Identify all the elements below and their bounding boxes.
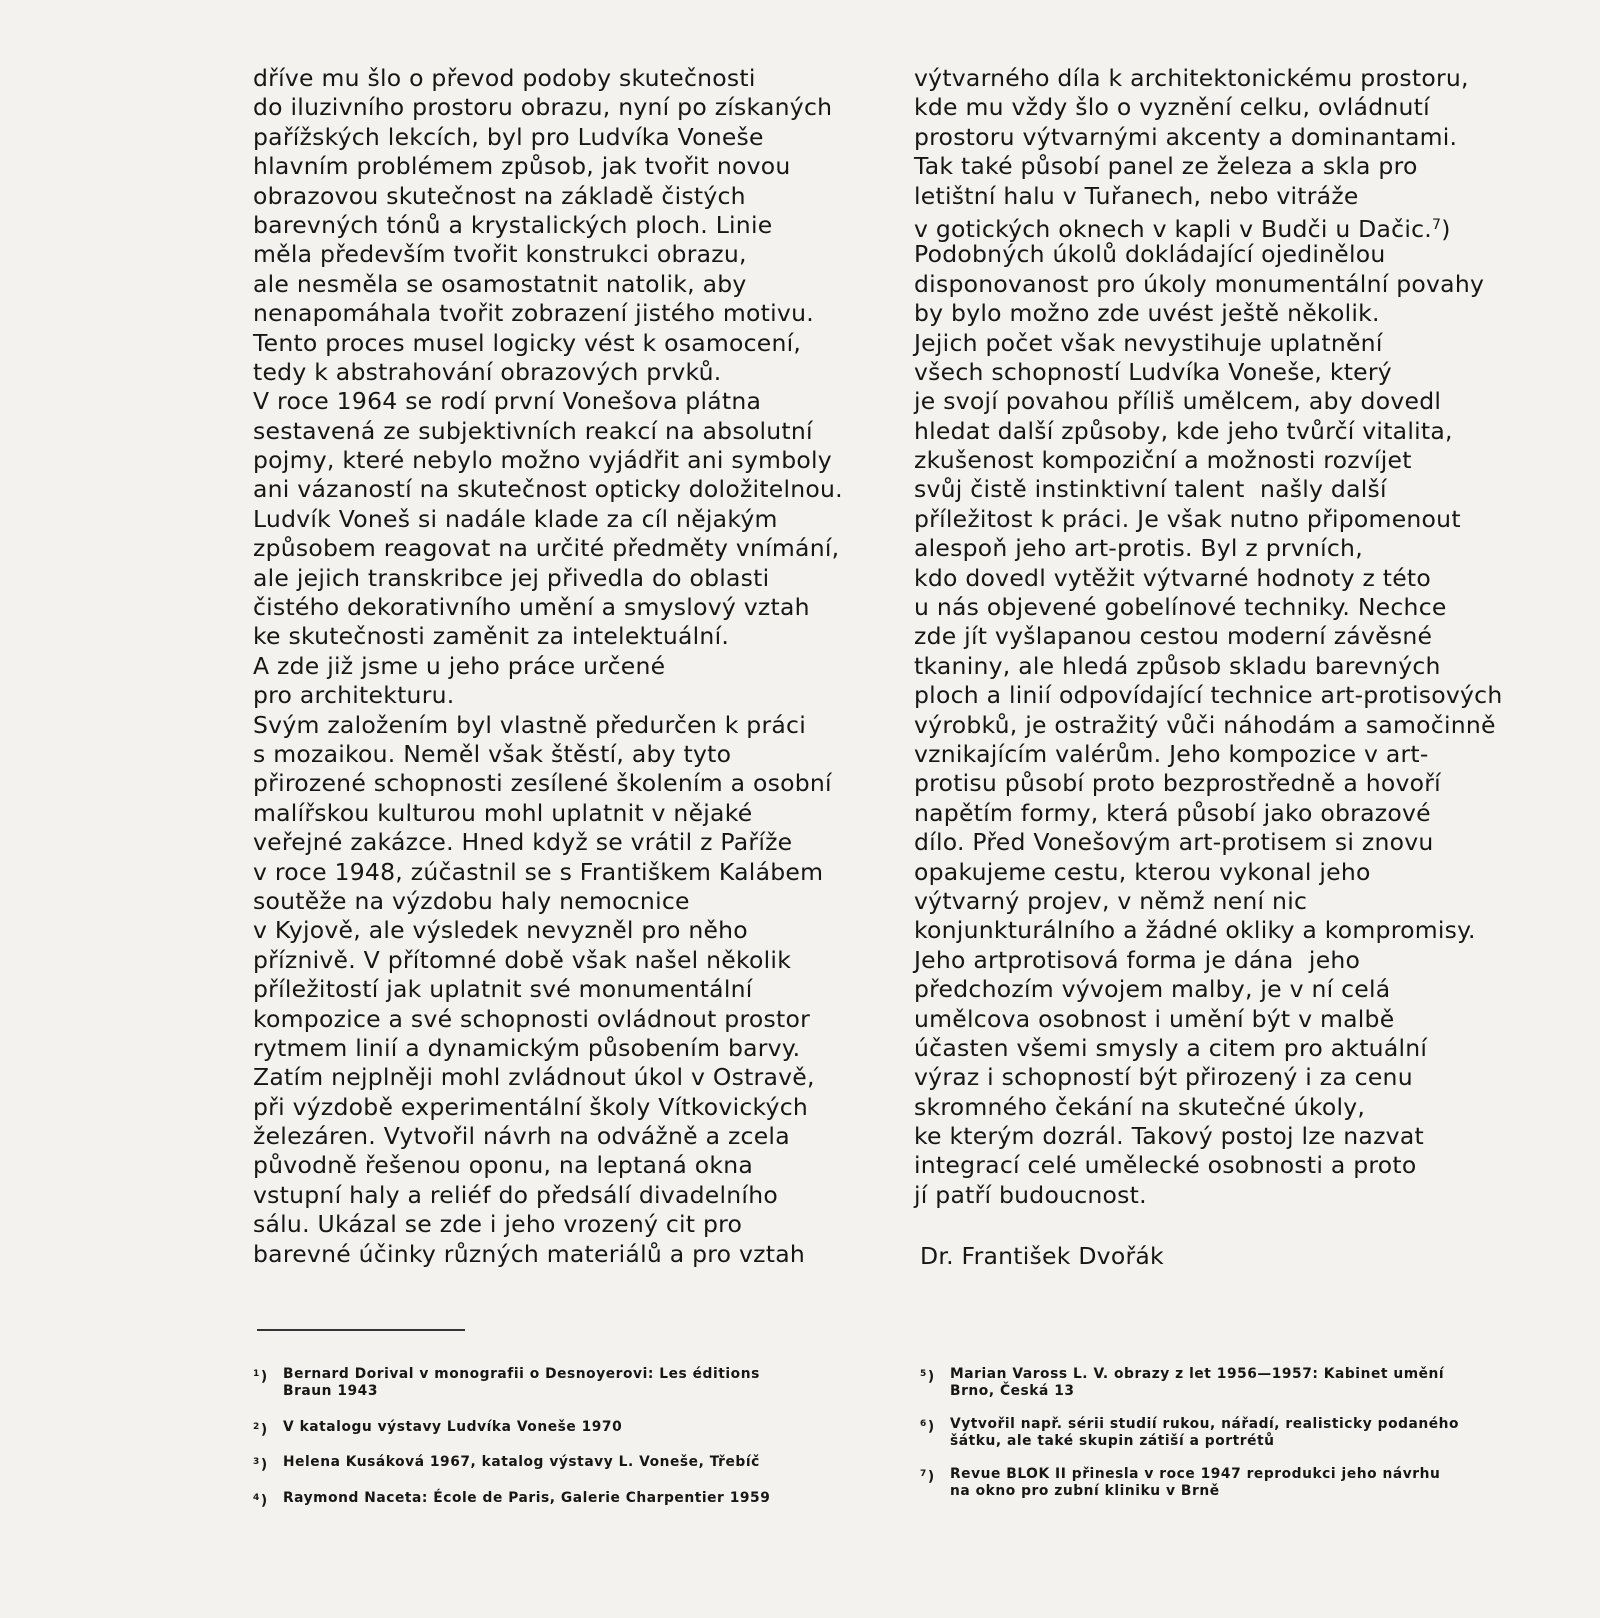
text-line: dříve mu šlo o převod podoby skutečnosti xyxy=(253,64,756,92)
text-line: konjunkturálního a žádné okliky a kompromisy. xyxy=(914,916,1476,945)
footnotes-left xyxy=(253,1366,853,1525)
footnote-number-paren: ) xyxy=(260,1369,268,1385)
text-line: sálu. Ukázal se zde i jeho vrozený cit pro xyxy=(253,1210,743,1239)
text-line: železáren. Vytvořil návrh na odvážně a zcela xyxy=(253,1122,790,1151)
text-line: hledat další způsoby, kde jeho tvůrčí vitalita, xyxy=(914,416,1453,445)
footnote-number-paren: ) xyxy=(927,1419,935,1435)
text-line: sestavená ze subjektivních reakcí na absolutní xyxy=(253,416,813,445)
text-line: předchozím vývojem malby, je v ní celá xyxy=(914,975,1391,1004)
text-line: Podobných úkolů dokládající ojedinělou xyxy=(914,240,1386,269)
text-line: barevných tónů a krystalických ploch. Linie xyxy=(253,210,773,239)
text-line: Svým založením byl vlastně předurčen k práci xyxy=(253,710,806,739)
text-line: opakujeme cestu, kterou vykonal jeho xyxy=(914,857,1371,886)
text-line: ploch a linií odpovídající technice art-protisových xyxy=(914,681,1503,710)
text-line: jí patří budoucnost. xyxy=(914,1180,1147,1209)
text-line: Ludvík Voneš si nadále klade za cíl nějakým xyxy=(253,504,778,533)
text-line: v roce 1948, zúčastnil se s Františkem Kalábem xyxy=(253,857,824,886)
text-line: u nás objevené gobelínové techniky. Nechce xyxy=(914,593,1447,622)
footnote-text: Braun 1943 xyxy=(283,1383,378,1399)
footnote-text: Vytvořil např. sérii studií rukou, nářadí, realisticky podaného xyxy=(950,1416,1460,1432)
footnote-text: Bernard Dorival v monografii o Desnoyerovi: Les éditions xyxy=(283,1366,760,1382)
text-line: s mozaikou. Neměl však štěstí, aby tyto xyxy=(253,739,732,768)
text-line: čistého dekorativního umění a smyslový vztah xyxy=(253,593,810,622)
text-line: protisu působí proto bezprostředně a hovoří xyxy=(914,769,1441,798)
footnote xyxy=(253,1490,853,1507)
footnote xyxy=(920,1416,1540,1450)
footnote-number-paren: ) xyxy=(927,1369,935,1385)
text-line: příznivě. V přítomné době však našel několik xyxy=(253,945,792,974)
text-line: barevné účinky různých materiálů a pro vztah xyxy=(253,1239,805,1268)
text-line: Jeho artprotisová forma je dána jeho xyxy=(914,945,1361,974)
footnote-text: Revue BLOK II přinesla v roce 1947 reprodukci jeho návrhu xyxy=(950,1466,1441,1482)
footnote-number-paren: ) xyxy=(260,1457,268,1473)
text-line: nenapomáhala tvořit zobrazení jistého motivu. xyxy=(253,299,814,328)
footnote-number-digit: 2 xyxy=(253,1421,260,1432)
text-line: v Kyjově, ale výsledek nevyzněl pro něho xyxy=(253,916,748,945)
text-line: alespoň jeho art-protis. Byl z prvních, xyxy=(914,534,1363,563)
body-text-right-column xyxy=(914,64,1502,1210)
text-line: výtvarného díla k architektonickému prostoru, xyxy=(914,64,1469,92)
text-line: obrazovou skutečnost na základě čistých xyxy=(253,181,746,210)
text-line: způsobem reagovat na určité předměty vnímání, xyxy=(253,534,840,563)
text-line: příležitostí jak uplatnit své monumentální xyxy=(253,975,753,1004)
text-line: pro architekturu. xyxy=(253,681,455,710)
footnote-text: na okno pro zubní kliniku v Brně xyxy=(950,1483,1220,1499)
text-line: ale jejich transkribce jej přivedla do oblasti xyxy=(253,563,770,592)
footnote-number-digit: 7 xyxy=(920,1469,927,1479)
footnote-number xyxy=(253,1454,268,1474)
text-line: Jejich počet však nevystihuje uplatnění xyxy=(914,328,1383,357)
text-line: přirozené schopnosti zesílené školením a osobní xyxy=(253,769,832,798)
footnote-reference: 7 xyxy=(1432,216,1442,233)
footnotes-right xyxy=(920,1366,1540,1516)
text-line: výtvarný projev, v němž není nic xyxy=(914,886,1308,915)
text-line: disponovanost pro úkoly monumentální povahy xyxy=(914,269,1485,298)
footnote-text: Helena Kusáková 1967, katalog výstavy L. Voneše, Třebíč xyxy=(283,1454,760,1470)
footnote-number xyxy=(920,1366,935,1386)
text-line: do iluzivního prostoru obrazu, nyní po získaných xyxy=(253,93,833,122)
text-line: malířskou kulturou mohl uplatnit v nějaké xyxy=(253,798,753,827)
text-line: Zatím nejplněji mohl zvládnout úkol v Ostravě, xyxy=(253,1063,815,1092)
footnote-text: V katalogu výstavy Ludvíka Voneše 1970 xyxy=(283,1418,623,1435)
text-line: prostoru výtvarnými akcenty a dominantami. xyxy=(914,122,1458,151)
text-line: účasten všemi smysly a citem pro aktuální xyxy=(914,1033,1428,1062)
footnote-number xyxy=(253,1366,268,1386)
author-signature: Dr. František Dvořák xyxy=(920,1242,1164,1270)
text-line: napětím formy, která působí jako obrazové xyxy=(914,798,1431,827)
text-line: svůj čistě instinktivní talent našly další xyxy=(914,475,1387,504)
text-line: vznikajícím valérům. Jeho kompozice v art- xyxy=(914,739,1429,768)
footnote-reference-paren: ) xyxy=(1441,214,1451,243)
text-line: původně řešenou oponu, na leptaná okna xyxy=(253,1151,754,1180)
text-line: je svojí povahou příliš umělcem, aby dovedl xyxy=(914,387,1442,416)
text-line: Tento proces musel logicky vést k osamocení, xyxy=(253,328,802,357)
text-line: pařížských lekcích, byl pro Ludvíka Voneše xyxy=(253,122,764,151)
footnote-text: Marian Vaross L. V. obrazy z let 1956—1957: Kabinet umění xyxy=(950,1366,1445,1382)
text-line: kdo dovedl vytěžit výtvarné hodnoty z této xyxy=(914,563,1432,592)
text-line: soutěže na výzdobu haly nemocnice xyxy=(253,886,690,915)
text-line: výraz i schopností být přirozený i za cenu xyxy=(914,1063,1413,1092)
text-line: všech schopností Ludvíka Voneše, který xyxy=(914,357,1392,386)
footnote-number xyxy=(920,1416,935,1436)
text-line: hlavním problémem způsob, jak tvořit novou xyxy=(253,152,791,181)
text-line: kde mu vždy šlo o vyznění celku, ovládnutí xyxy=(914,93,1430,122)
footnote-number xyxy=(920,1466,935,1486)
footnote-text: Brno, Česká 13 xyxy=(950,1383,1075,1399)
text-line: Tak také působí panel ze železa a skla pro xyxy=(914,152,1418,181)
footnote-number-paren: ) xyxy=(260,1492,268,1509)
text-line: ke kterým dozrál. Takový postoj lze nazvat xyxy=(914,1122,1424,1151)
text-line: pojmy, které nebylo možno vyjádřit ani symboly xyxy=(253,446,832,475)
footnote-number-digit: 5 xyxy=(920,1369,927,1379)
text-line: zkušenost kompoziční a možnosti rozvíjet xyxy=(914,446,1412,475)
text-line: by bylo možno zde uvést ještě několik. xyxy=(914,299,1380,328)
footnote-number xyxy=(253,1490,268,1510)
text-line: zde jít vyšlapanou cestou moderní závěsné xyxy=(914,622,1433,651)
text-line: integrací celé umělecké osobnosti a proto xyxy=(914,1151,1417,1180)
body-text-left-column xyxy=(253,64,843,1269)
footnote xyxy=(253,1454,853,1471)
footnote-text: šátku, ale také skupin zátiší a portrétů xyxy=(950,1433,1275,1449)
text-line: měla především tvořit konstrukci obrazu, xyxy=(253,240,747,269)
footnote-divider xyxy=(257,1329,465,1331)
text-line: rytmem linií a dynamickým působením barvy. xyxy=(253,1033,801,1062)
text-line: ani vázaností na skutečnost opticky doložitelnou. xyxy=(253,475,843,504)
text-line: dílo. Před Vonešovým art-protisem si znovu xyxy=(914,828,1434,857)
text-line: umělcova osobnost i umění být v malbě xyxy=(914,1004,1395,1033)
text-line: výrobků, je ostražitý vůči náhodám a samočinně xyxy=(914,710,1496,739)
footnote-number-digit: 4 xyxy=(253,1492,260,1503)
text-line: příležitost k práci. Je však nutno připomenout xyxy=(914,504,1461,533)
text-line: ale nesměla se osamostatnit natolik, aby xyxy=(253,269,747,298)
footnote-text: Raymond Naceta: École de Paris, Galerie Charpentier 1959 xyxy=(283,1489,771,1506)
footnote xyxy=(253,1366,853,1400)
footnote-number xyxy=(253,1419,268,1439)
text-line: kompozice a své schopnosti ovládnout prostor xyxy=(253,1004,810,1033)
text-line: tedy k abstrahování obrazových prvků. xyxy=(253,357,722,386)
text-line: letištní halu v Tuřanech, nebo vitráže xyxy=(914,181,1359,210)
footnote-number-digit: 3 xyxy=(253,1457,260,1467)
footnote xyxy=(920,1366,1540,1400)
footnote-number-digit: 1 xyxy=(253,1369,260,1379)
footnote-number-digit: 6 xyxy=(920,1419,927,1429)
text-line: veřejné zakázce. Hned když se vrátil z Paříže xyxy=(253,828,793,857)
text-line: skromného čekání na skutečné úkoly, xyxy=(914,1092,1366,1121)
text-line: vstupní haly a reliéf do předsálí divadelního xyxy=(253,1180,778,1209)
text-line: A zde již jsme u jeho práce určené xyxy=(253,651,666,680)
footnote xyxy=(253,1419,853,1436)
text-line: V roce 1964 se rodí první Vonešova plátna xyxy=(253,387,762,416)
footnote-number-paren: ) xyxy=(927,1469,935,1485)
text-line: ke skutečnosti zaměnit za intelektuální. xyxy=(253,622,730,651)
footnote xyxy=(920,1466,1540,1500)
footnote-number-paren: ) xyxy=(260,1421,268,1438)
text-line: tkaniny, ale hledá způsob skladu barevných xyxy=(914,651,1441,680)
text-line: při výzdobě experimentální školy Vítkovických xyxy=(253,1092,809,1121)
text-line: v gotických oknech v kapli v Budči u Dačic.$^7$) xyxy=(914,214,1451,243)
